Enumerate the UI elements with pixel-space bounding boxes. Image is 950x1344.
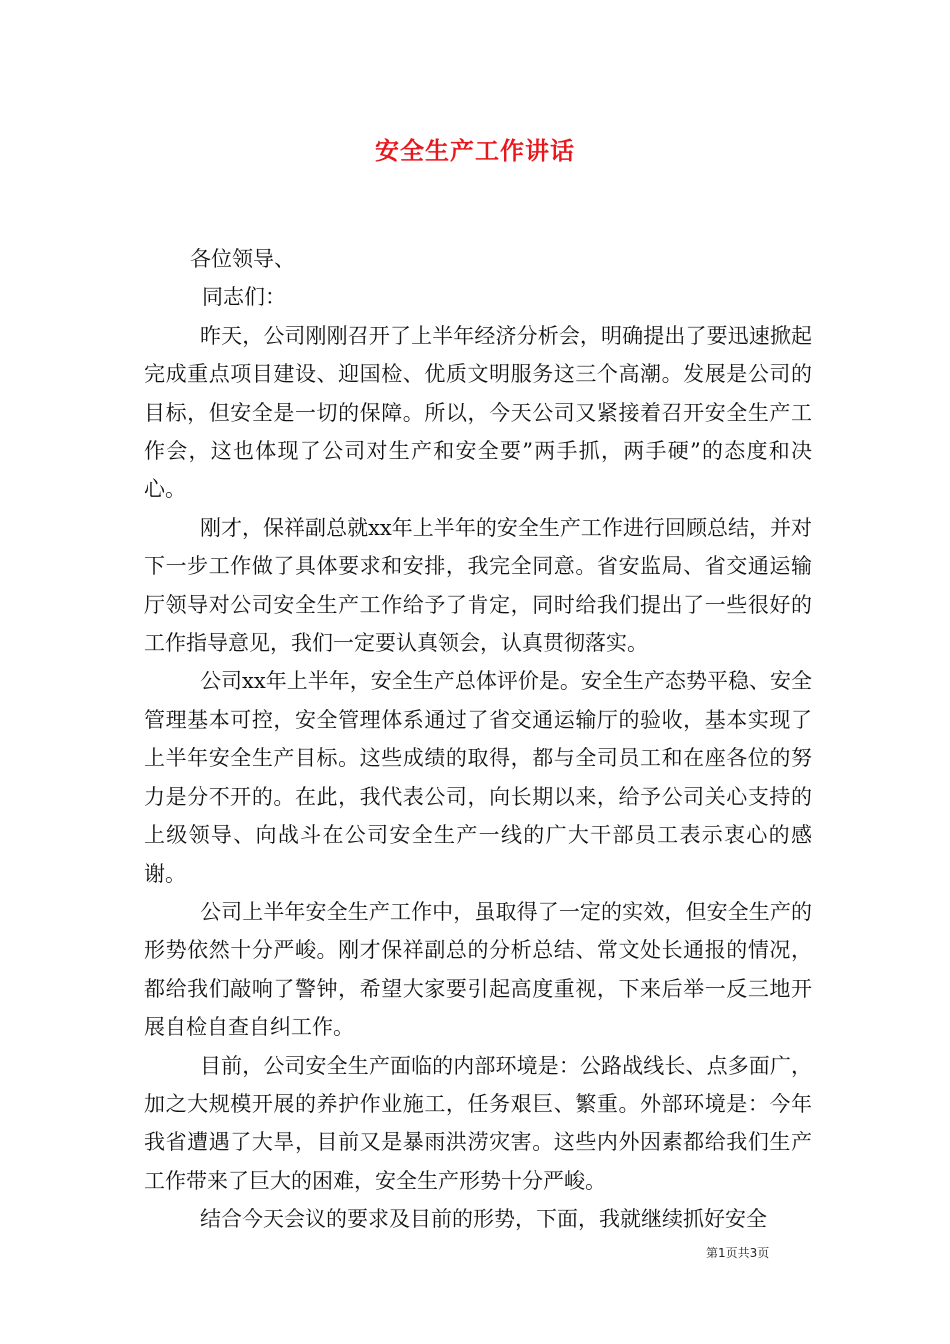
paragraph-2: 刚才，保祥副总就xx年上半年的安全生产工作进行回顾总结，并对下一步工作做了具体要求和安排，我完全同意。省安监局、省交通运输厅领导对公司安全生产工作给予了肯定，同时给我们提出了一些很好的工作指导意见，我们一定要认真领会，认真贯彻落实。	[144, 515, 812, 656]
document-title: 安全生产工作讲话	[375, 136, 575, 165]
document-body	[144, 240, 812, 1239]
paragraph-3: 公司xx年上半年，安全生产总体评价是。安全生产态势平稳、安全管理基本可控，安全管理体系通过了省交通运输厅的验收，基本实现了上半年安全生产目标。这些成绩的取得，都与全司员工和在座各位的努力是分不开的。在此，我代表公司，向长期以来，给予公司关心支持的上级领导、向战斗在公司安全生产一线的广大干部员工表示衷心的感谢。	[144, 669, 812, 886]
salutation-line-1: 各位领导、	[190, 247, 295, 271]
paragraph-1: 昨天，公司刚刚召开了上半年经济分析会，明确提出了要迅速掀起完成重点项目建设、迎国检、优质文明服务这三个高潮。发展是公司的目标，但安全是一切的保障。所以，今天公司又紧接着召开安全生产工作会，这也体现了公司对生产和安全要”两手抓，两手硬”的态度和决心。	[144, 323, 812, 502]
salutation-line-2: 同志们：	[202, 285, 286, 310]
page-number-footer: 第1页共3页	[706, 1246, 770, 1260]
paragraph-5: 目前，公司安全生产面临的内部环境是：公路战线长、点多面广，加之大规模开展的养护作业施工，任务艰巨、繁重。外部环境是：今年我省遭遇了大旱，目前又是暴雨洪涝灾害。这些内外因素都给我们生产工作带来了巨大的困难，安全生产形势十分严峻。	[144, 1053, 812, 1193]
paragraph-4: 公司上半年安全生产工作中，虽取得了一定的实效，但安全生产的形势依然十分严峻。刚才保祥副总的分析总结、常文处长通报的情况，都给我们敲响了警钟，希望大家要引起高度重视，下来后举一反三地开展自检自查自纠工作。	[144, 899, 812, 1040]
paragraph-6: 结合今天会议的要求及目前的形势，下面，我就继续抓好安全	[200, 1207, 767, 1232]
